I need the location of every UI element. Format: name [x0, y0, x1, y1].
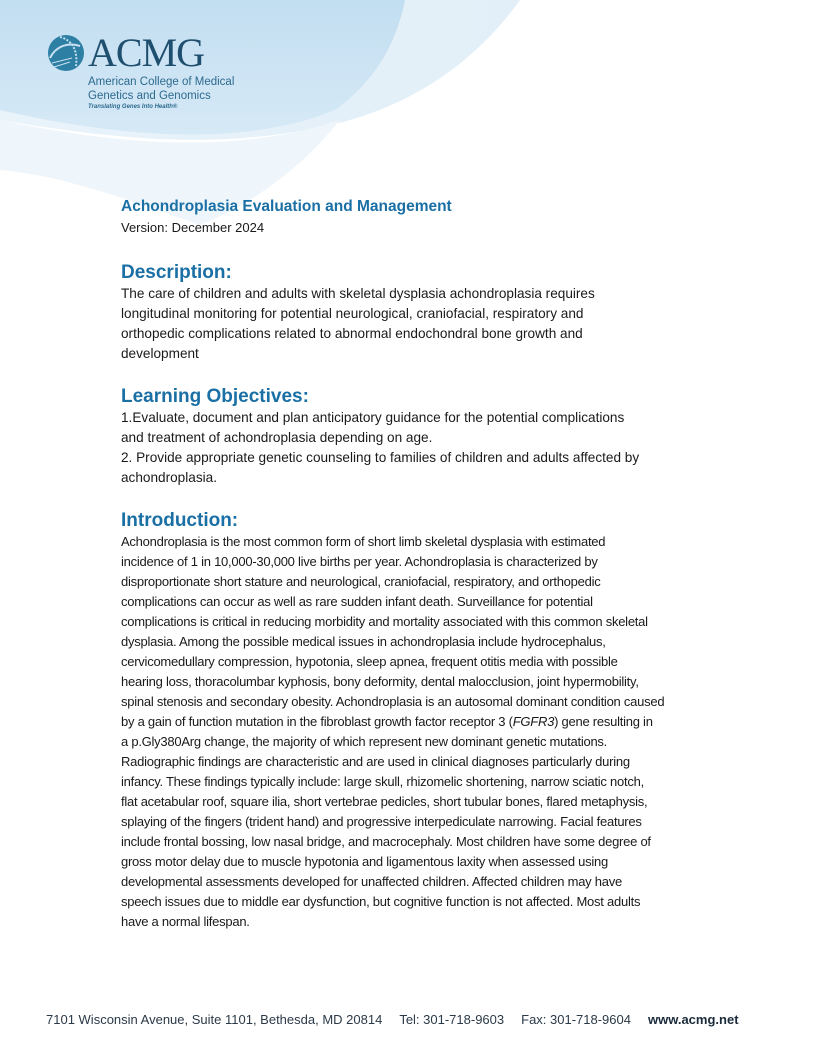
objectives-heading: Learning Objectives:	[121, 386, 309, 407]
description-text	[121, 284, 701, 364]
text-line: hearing loss, thoracolumbar kyphosis, bony deformity, dental malocclusion, joint hypermobility,	[121, 674, 639, 689]
footer-tel: Tel: 301-718-9603	[399, 1012, 505, 1027]
text-line: 1.Evaluate, document and plan anticipatory guidance for the potential complications	[121, 410, 625, 425]
text-line: by a gain of function mutation in the fibroblast growth factor receptor 3 (	[121, 714, 513, 729]
footer-website-link[interactable]: www.acmg.net	[647, 1012, 739, 1027]
text-line: have a normal lifespan.	[121, 914, 250, 929]
text-line: Radiographic findings are characteristic and are used in clinical diagnoses particularly during	[121, 754, 630, 769]
footer-fax: Fax: 301-718-9604	[521, 1012, 631, 1027]
text-line: include frontal bossing, low nasal bridge, and macrocephaly. Most children have some degree of	[121, 834, 651, 849]
introduction-heading: Introduction:	[121, 510, 239, 531]
text-line: development	[121, 346, 199, 361]
introduction-text	[121, 532, 701, 932]
description-heading: Description:	[121, 262, 232, 283]
document-version: Version: December 2024	[121, 220, 265, 235]
text-line: flat acetabular roof, square ilia, short vertebrae pedicles, short tubular bones, flared metaphysis,	[121, 794, 648, 809]
text-line: gross motor delay due to muscle hypotonia and ligamentous laxity when assessed using	[121, 854, 609, 869]
logo-tagline: Translating Genes Into Health®	[88, 104, 178, 110]
page-footer	[46, 1012, 766, 1027]
logo-name-line1: American College of Medical	[88, 76, 235, 88]
footer-address: 7101 Wisconsin Avenue, Suite 1101, Bethesda, MD 20814	[46, 1012, 383, 1027]
description-section	[121, 262, 701, 364]
text-line: splaying of the fingers (trident hand) and progressive interpediculate narrowing. Facial features	[121, 814, 642, 829]
text-line: developmental assessments developed for unaffected children. Affected children may have	[121, 874, 622, 889]
dna-globe-icon	[46, 32, 86, 74]
text-line: achondroplasia.	[121, 470, 217, 485]
introduction-section	[121, 510, 701, 932]
gene-symbol: FGFR3	[512, 714, 555, 729]
objectives-text	[121, 408, 701, 488]
document-title: Achondroplasia Evaluation and Management	[121, 198, 452, 215]
text-line: 2. Provide appropriate genetic counseling to families of children and adults affected by	[121, 450, 640, 465]
text-line: longitudinal monitoring for potential neurological, craniofacial, respiratory and	[121, 306, 584, 321]
acmg-logo	[46, 32, 234, 110]
text-line: complications can occur as well as rare sudden infant death. Surveillance for potential	[121, 594, 593, 609]
objectives-section	[121, 386, 701, 488]
text-line: cervicomedullary compression, hypotonia, sleep apnea, frequent otitis media with possible	[121, 654, 618, 669]
text-line: ) gene resulting in	[554, 714, 653, 729]
text-line: orthopedic complications related to abnormal endochondral bone growth and	[121, 326, 583, 341]
text-line: incidence of 1 in 10,000-30,000 live births per year. Achondroplasia is characterized by	[121, 554, 598, 569]
text-line: a p.Gly380Arg change, the majority of which represent new dominant genetic mutations.	[121, 734, 608, 749]
logo-name-line2: Genetics and Genomics	[88, 90, 211, 102]
text-line: speech issues due to middle ear dysfunction, but cognitive function is not affected. Most adults	[121, 894, 641, 909]
text-line: spinal stenosis and secondary obesity. Achondroplasia is an autosomal dominant condition caused	[121, 694, 665, 709]
document-body	[121, 197, 701, 932]
text-line: disproportionate short stature and neurological, craniofacial, respiratory, and orthopedic	[121, 574, 601, 589]
text-line: dysplasia. Among the possible medical issues in achondroplasia include hydrocephalus,	[121, 634, 606, 649]
logo-acronym: ACMG	[88, 30, 205, 75]
text-line: Achondroplasia is the most common form of short limb skeletal dysplasia with estimated	[121, 534, 606, 549]
text-line: complications is critical in reducing morbidity and mortality associated with this common skeletal	[121, 614, 648, 629]
text-line: and treatment of achondroplasia depending on age.	[121, 430, 433, 445]
text-line: The care of children and adults with skeletal dysplasia achondroplasia requires	[121, 286, 595, 301]
text-line: infancy. These findings typically include: large skull, rhizomelic shortening, narrow sciatic notch,	[121, 774, 644, 789]
